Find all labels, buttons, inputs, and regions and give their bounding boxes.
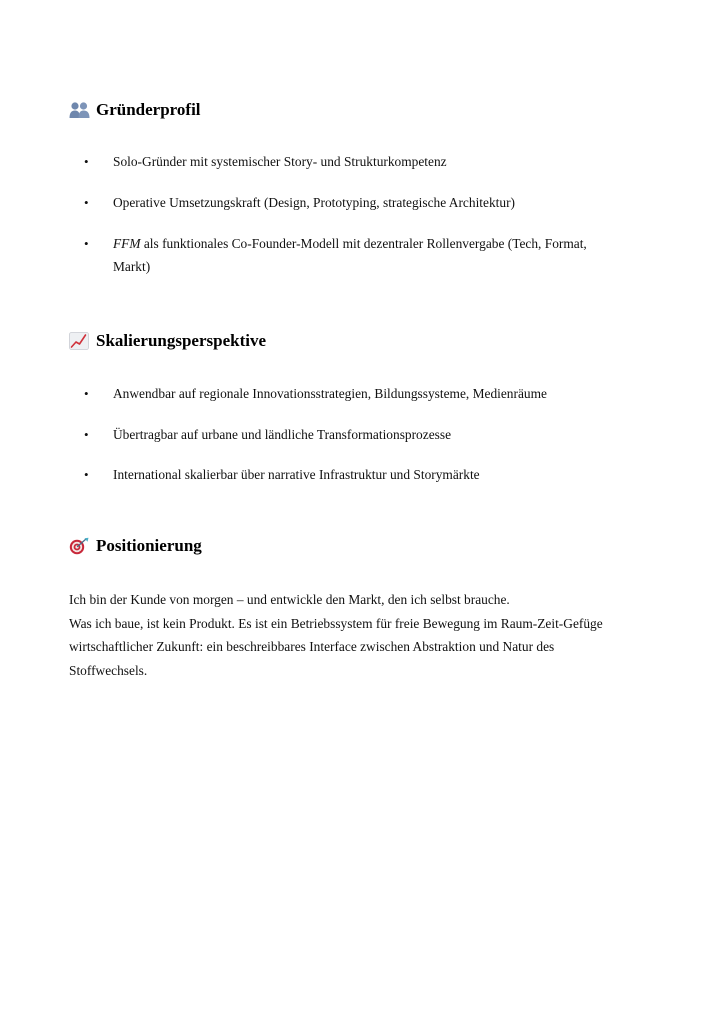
list-item-text: Operative Umsetzungskraft (Design, Prototyping, strategische Architektur) bbox=[113, 195, 515, 210]
busts-in-silhouette-icon bbox=[69, 101, 90, 119]
paragraph-line: wirtschaftlicher Zukunft: ein beschreibbares Interface zwischen Abstraktion und Natur des bbox=[69, 639, 555, 654]
bullet-glyph: • bbox=[84, 236, 89, 251]
bullet-glyph: • bbox=[84, 386, 89, 401]
section-heading-gruenderprofil bbox=[69, 100, 201, 120]
paragraph-line: Ich bin der Kunde von morgen – und entwickle den Markt, den ich selbst brauche. bbox=[69, 592, 510, 607]
list-item-text-continuation: Markt) bbox=[113, 259, 151, 274]
paragraph-line: Was ich baue, ist kein Produkt. Es ist ein Betriebssystem für freie Bewegung im Raum-Zeit-Gefüge bbox=[69, 615, 603, 631]
list-item-text bbox=[113, 232, 643, 278]
list-item-text: Anwendbar auf regionale Innovationsstrategien, Bildungssysteme, Medienräume bbox=[113, 386, 547, 401]
chart-increasing-icon bbox=[69, 332, 90, 350]
list-item-text: Solo-Gründer mit systemischer Story- und Strukturkompetenz bbox=[113, 154, 447, 169]
section-title: Gründerprofil bbox=[96, 100, 201, 119]
direct-hit-target-icon bbox=[69, 537, 90, 555]
positionierung-paragraph bbox=[69, 588, 659, 682]
paragraph-line: Stoffwechsels. bbox=[69, 662, 148, 678]
section-title: Positionierung bbox=[96, 536, 202, 555]
section-heading-positionierung bbox=[69, 536, 202, 556]
list-item-text-rest: als funktionales Co-Founder-Modell mit dezentraler Rollenvergabe (Tech, Format, bbox=[140, 236, 587, 251]
list-item-text: Übertragbar auf urbane und ländliche Transformationsprozesse bbox=[113, 427, 452, 442]
bullet-glyph: • bbox=[84, 467, 89, 482]
bullet-glyph: • bbox=[84, 427, 89, 442]
list-item-text: International skalierbar über narrative Infrastruktur und Storymärkte bbox=[113, 467, 480, 482]
emphasis-ffm: FFM bbox=[113, 236, 141, 251]
section-title: Skalierungsperspektive bbox=[96, 331, 267, 350]
section-heading-skalierungsperspektive bbox=[69, 331, 266, 351]
bullet-glyph: • bbox=[84, 195, 89, 210]
bullet-glyph: • bbox=[84, 154, 89, 169]
